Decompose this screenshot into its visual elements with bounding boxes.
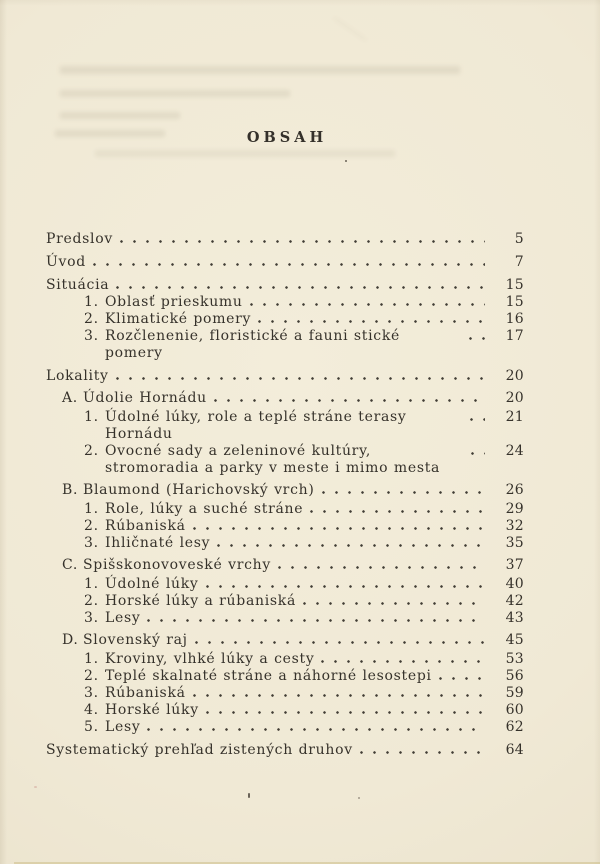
dot-leader xyxy=(116,377,485,380)
entry-prefix: B. xyxy=(62,482,79,498)
entry-prefix: A. xyxy=(62,390,78,406)
entry-label: C. Spišskonovoveské vrchy xyxy=(62,557,271,573)
toc-entry xyxy=(46,311,524,328)
entry-label: 2. Horské lúky a rúbaniská xyxy=(84,593,296,609)
dot-leader xyxy=(310,510,485,513)
page-number: 20 xyxy=(505,390,524,406)
entry-prefix: 2. xyxy=(84,518,99,534)
entry-prefix: 1. xyxy=(84,576,99,592)
toc-entry xyxy=(46,535,524,552)
dot-leader xyxy=(303,602,485,605)
toc-entry xyxy=(46,254,524,271)
entry-prefix: 4. xyxy=(84,702,99,718)
entry-label: Systematický prehľad zistených druhov xyxy=(46,742,353,758)
entry-label: 4. Horské lúky xyxy=(84,702,199,718)
toc-entry xyxy=(46,702,524,719)
entry-label: Lokality xyxy=(46,368,109,384)
dot-leader xyxy=(214,399,485,402)
dot-leader xyxy=(258,320,485,323)
entry-label: 5. Lesy xyxy=(84,719,141,735)
toc-entry xyxy=(46,651,524,668)
dot-leader xyxy=(439,677,485,680)
toc-entry xyxy=(46,668,524,685)
toc-entry xyxy=(46,443,524,477)
entry-label: 1. Údolné lúky xyxy=(84,576,199,592)
dot-leader xyxy=(471,452,485,455)
page-number: 5 xyxy=(514,231,524,247)
entry-label: 2. Teplé skalnaté stráne a náhorné lesostepi xyxy=(84,668,432,684)
toc-entry xyxy=(46,328,524,362)
toc-entry xyxy=(46,231,524,248)
entry-prefix: 1. xyxy=(84,651,99,667)
dot-leader xyxy=(360,751,485,754)
page-number: 24 xyxy=(505,443,524,459)
toc-entry xyxy=(46,409,524,443)
dot-leader xyxy=(93,263,485,266)
dot-leader xyxy=(120,240,485,243)
page-number: 17 xyxy=(505,328,524,344)
toc-entry xyxy=(46,576,524,593)
toc-entry xyxy=(46,610,524,627)
entry-prefix: 3. xyxy=(84,328,99,344)
toc-entry xyxy=(46,518,524,535)
dot-leader xyxy=(469,337,485,340)
entry-label: 2. Klimatické pomery xyxy=(84,311,252,327)
dot-leader xyxy=(147,728,485,731)
page-title: OBSAH xyxy=(246,129,328,146)
entry-label: Predslov xyxy=(46,231,113,247)
entry-label: 2. Rúbaniská xyxy=(84,518,186,534)
entry-label: A. Údolie Hornádu xyxy=(62,390,207,406)
page-number: 7 xyxy=(514,254,524,270)
entry-label: D. Slovenský raj xyxy=(62,632,188,648)
page-number: 16 xyxy=(505,311,524,327)
entry-prefix: 3. xyxy=(84,610,99,626)
dot-leader xyxy=(321,660,485,663)
entry-label: 3. Rúbaniská xyxy=(84,685,186,701)
toc-entry xyxy=(46,277,524,294)
toc-entry xyxy=(46,501,524,518)
dot-leader xyxy=(470,418,485,421)
dot-leader xyxy=(116,286,485,289)
toc-entry xyxy=(46,368,524,385)
entry-label: 1. Role, lúky a suché stráne xyxy=(84,501,304,517)
dot-leader xyxy=(147,619,485,622)
entry-label: Úvod xyxy=(46,254,86,270)
dot-leader xyxy=(217,544,485,547)
entry-label: 1. Kroviny, vlhké lúky a cesty xyxy=(84,651,315,667)
paper-speck xyxy=(358,797,360,799)
entry-label: B. Blaumond (Harichovský vrch) xyxy=(62,482,315,498)
entry-prefix: 5. xyxy=(84,719,99,735)
entry-prefix: 2. xyxy=(84,311,99,327)
page-number: 56 xyxy=(505,668,524,684)
entry-prefix: D. xyxy=(62,632,79,648)
entry-prefix: 3. xyxy=(84,685,99,701)
entry-prefix: 2. xyxy=(84,593,99,609)
entry-label: 3. Rozčlenenie, floristické a fauni stické pomery xyxy=(84,328,401,361)
page-number: 32 xyxy=(505,518,524,534)
page-number: 35 xyxy=(505,535,524,551)
dot-leader xyxy=(206,585,485,588)
entry-label: Situácia xyxy=(46,277,110,293)
entry-prefix: 1. xyxy=(84,409,99,425)
page-number: 59 xyxy=(505,685,524,701)
page-number: 64 xyxy=(505,742,524,758)
entry-label: 3. Lesy xyxy=(84,610,141,626)
dot-leader xyxy=(250,303,485,306)
entry-prefix: 3. xyxy=(84,535,99,551)
page-number: 60 xyxy=(505,702,524,718)
table-of-contents xyxy=(46,231,524,759)
page-number: 37 xyxy=(505,557,524,573)
toc-entry xyxy=(46,742,524,759)
entry-prefix: 1. xyxy=(84,294,99,310)
toc-entry xyxy=(46,294,524,311)
page-number: 40 xyxy=(505,576,524,592)
dot-leader xyxy=(193,694,485,697)
paper-speck xyxy=(34,786,37,788)
toc-entry xyxy=(46,557,524,574)
entry-label: 2. Ovocné sady a zeleninové kultúry, stromoradia a parky v meste i mimo mesta xyxy=(84,443,441,476)
dot-leader xyxy=(322,491,486,494)
page-number: 53 xyxy=(505,651,524,667)
page-number: 42 xyxy=(505,593,524,609)
toc-entry xyxy=(46,685,524,702)
page-number: 29 xyxy=(505,501,524,517)
entry-label: 3. Ihličnaté lesy xyxy=(84,535,211,551)
dot-leader xyxy=(206,711,485,714)
entry-prefix: 2. xyxy=(84,668,99,684)
entry-prefix: 2. xyxy=(84,443,99,459)
dot-leader xyxy=(193,527,485,530)
page-number: 15 xyxy=(505,294,524,310)
page-content xyxy=(46,0,524,759)
page-number: 43 xyxy=(505,610,524,626)
entry-prefix: C. xyxy=(62,557,79,573)
toc-entry xyxy=(46,482,524,499)
page-number: 62 xyxy=(505,719,524,735)
toc-entry xyxy=(46,719,524,736)
entry-label: 1. Oblasť prieskumu xyxy=(84,294,243,310)
toc-entry xyxy=(46,390,524,407)
page-number: 15 xyxy=(505,277,524,293)
page-number: 26 xyxy=(505,482,524,498)
toc-entry xyxy=(46,593,524,610)
toc-entry xyxy=(46,632,524,649)
dot-leader xyxy=(278,566,485,569)
page-number: 21 xyxy=(505,409,524,425)
entry-prefix: 1. xyxy=(84,501,99,517)
page-number: 20 xyxy=(505,368,524,384)
page-number: 45 xyxy=(505,632,524,648)
paper-speck xyxy=(248,793,250,798)
dot-leader xyxy=(195,641,485,644)
entry-label: 1. Údolné lúky, role a teplé stráne terasy Hornádu xyxy=(84,409,407,442)
